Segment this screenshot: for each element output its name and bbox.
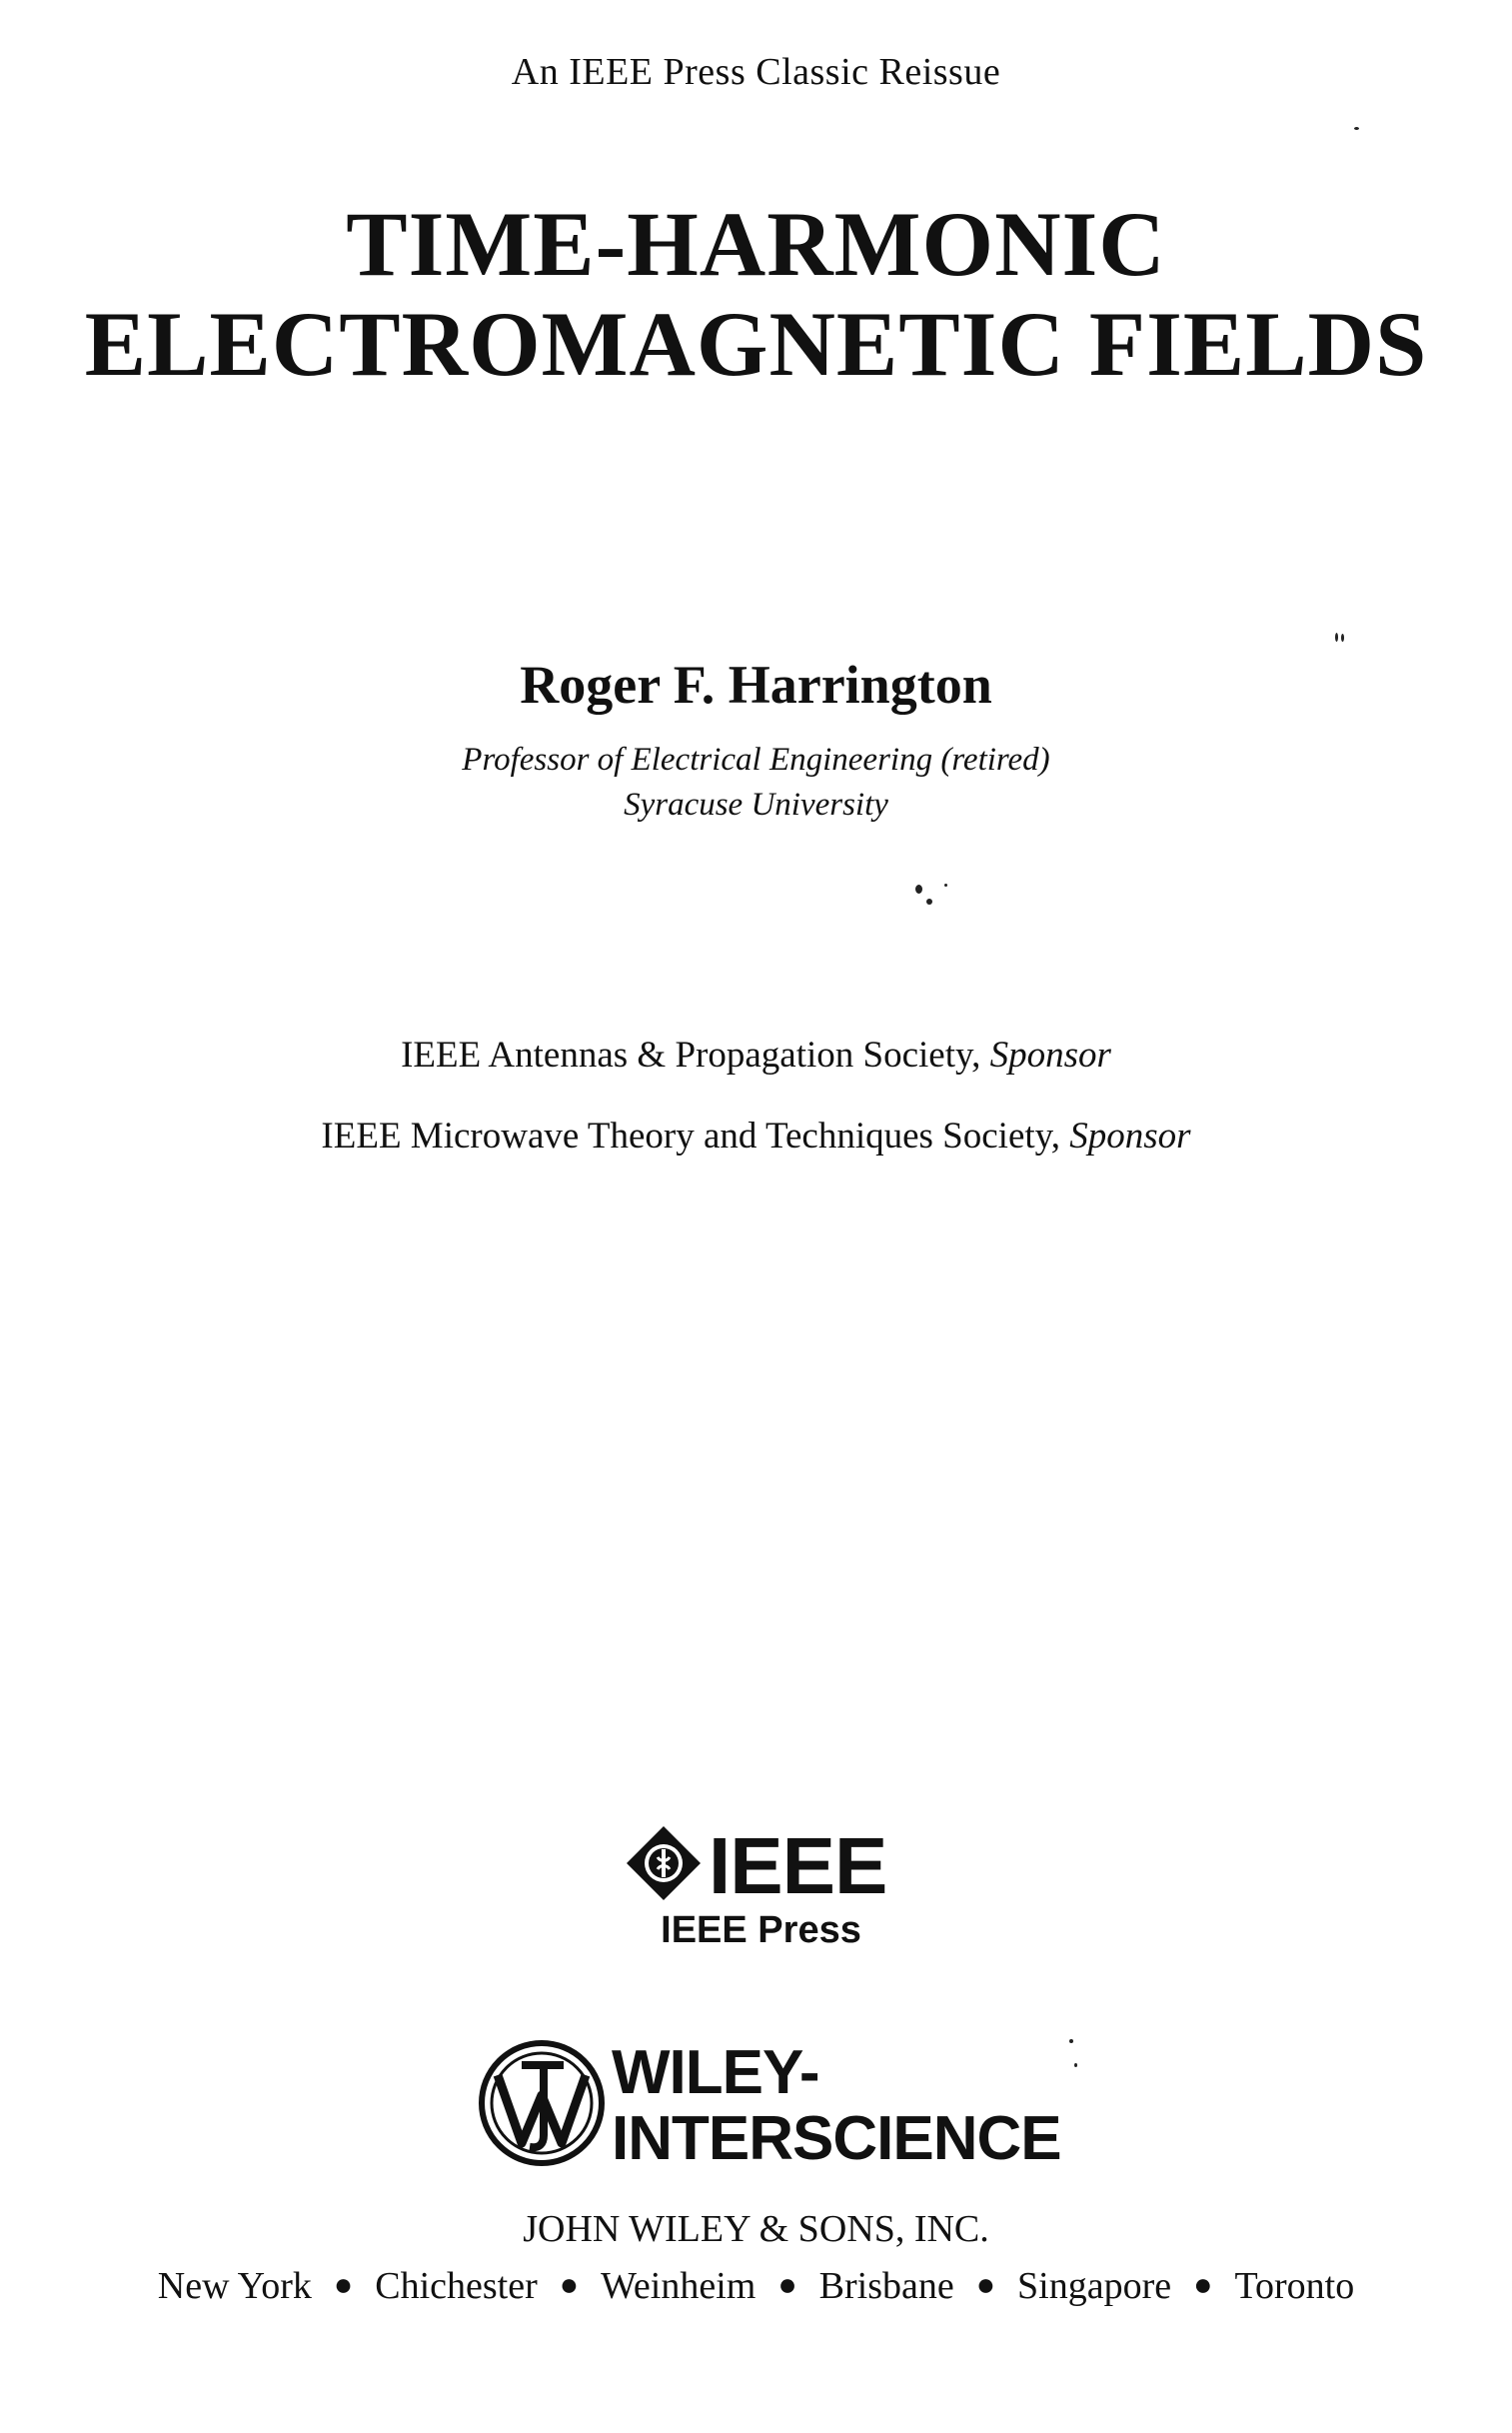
- title-line-1: TIME-HARMONIC: [346, 193, 1166, 295]
- scan-speck: [1074, 2063, 1077, 2067]
- sponsor-line: [0, 1034, 1512, 1077]
- bullet-icon: ●: [559, 2266, 580, 2302]
- wiley-wordmark: [612, 2037, 1061, 2173]
- author-name: Roger F. Harrington: [520, 655, 992, 715]
- scan-speck: [1354, 127, 1359, 130]
- title-line-2: ELECTROMAGNETIC FIELDS: [84, 293, 1428, 395]
- sponsor-name: IEEE Microwave Theory and Techniques Society,: [321, 1116, 1061, 1157]
- scan-speck: [1069, 2039, 1073, 2043]
- wiley-monogram-icon: [478, 2039, 606, 2172]
- author-institution: Syracuse University: [624, 787, 888, 823]
- ieee-diamond-icon: [625, 1824, 703, 1907]
- publisher-cities: [0, 2264, 1512, 2308]
- bullet-icon: ●: [333, 2266, 354, 2302]
- wiley-wordmark-line-2: INTERSCIENCE: [612, 2103, 1061, 2173]
- wiley-interscience-logo: [478, 2039, 1061, 2172]
- author-position: Professor of Electrical Engineering (retired): [462, 742, 1050, 778]
- bullet-icon: ●: [975, 2266, 996, 2302]
- city: Chichester: [375, 2265, 538, 2307]
- sponsor-role: Sponsor: [1069, 1116, 1191, 1157]
- city: Singapore: [1017, 2265, 1172, 2307]
- scan-speck: [944, 884, 947, 887]
- ieee-press-label: IEEE Press: [661, 1909, 861, 1951]
- ieee-wordmark: IEEE: [709, 1820, 887, 1910]
- reissue-line: An IEEE Press Classic Reissue: [511, 51, 1001, 93]
- city: Brisbane: [818, 2265, 954, 2307]
- city: Weinheim: [601, 2265, 756, 2307]
- ieee-logo: [625, 1820, 887, 1910]
- city: New York: [157, 2265, 312, 2307]
- bullet-icon: ●: [777, 2266, 797, 2302]
- scan-speck: [1341, 634, 1344, 642]
- bullet-icon: ●: [1193, 2266, 1213, 2302]
- publisher-name: JOHN WILEY & SONS, INC.: [523, 2208, 989, 2250]
- scan-speck: [915, 885, 922, 894]
- wiley-wordmark-line-1: WILEY-: [612, 2037, 819, 2107]
- sponsor-role: Sponsor: [989, 1035, 1111, 1076]
- scan-speck: [1335, 633, 1338, 642]
- sponsor-line: [0, 1115, 1512, 1158]
- scan-speck: [926, 899, 932, 905]
- city: Toronto: [1234, 2265, 1355, 2307]
- sponsor-name: IEEE Antennas & Propagation Society,: [401, 1035, 981, 1076]
